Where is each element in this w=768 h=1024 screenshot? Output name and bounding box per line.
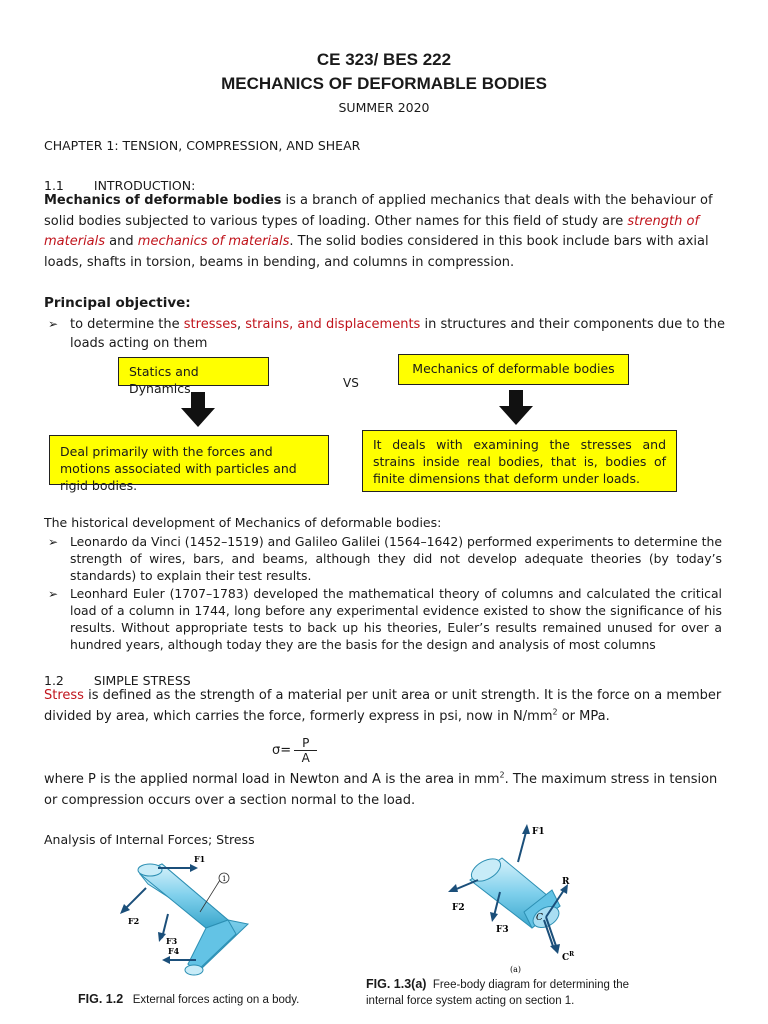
history-intro: The historical development of Mechanics of deformable bodies:: [44, 515, 442, 530]
force-label: F4: [168, 946, 180, 956]
mechanics-box: Mechanics of deformable bodies: [398, 354, 629, 385]
arrow-down-icon: [498, 390, 534, 426]
force-label: F3: [496, 925, 509, 935]
statics-box: Statics and Dynamics: [118, 357, 269, 386]
force-label: F2: [452, 903, 465, 913]
document-title: MECHANICS OF DEFORMABLE BODIES: [221, 74, 547, 93]
section-number: 1.1: [44, 178, 64, 193]
formula-numerator: P: [294, 736, 317, 751]
intro-paragraph: Mechanics of deformable bodies is a branch of applied mechanics that deals with the behaviour of solid bodies subjected to various types of loading. Other names for this field of study are strength of materials and mechanics of materials. The solid bodies considered in this book include bars with axial loads, shafts in torsion, beams in bending, and columns in compression.: [44, 193, 713, 270]
centroid-label: C: [536, 913, 543, 923]
force-label: F2: [128, 916, 140, 926]
term-red: Stress: [44, 688, 84, 703]
section-marker-label: 1: [222, 875, 227, 883]
course-code: CE 323/ BES 222: [316, 50, 452, 69]
section-title: SIMPLE STRESS: [93, 673, 191, 688]
mechanics-description: It deals with examining the stresses and strains inside real bodies, that is, bodies of finite dimensions that deform under loads.: [362, 430, 677, 492]
term-red: strength of materials: [44, 213, 700, 249]
objective-heading: Principal objective:: [44, 295, 191, 311]
stress-definition: Stress is defined as the strength of a material per unit area or unit strength. It is the force on a member divided by area, which carries the force, formerly express in psi, now in $N/mm^2$ or MPa.: [44, 688, 722, 724]
section-title: INTRODUCTION:: [93, 178, 196, 193]
fig-1-3a-caption: FIG. 1.3(a) Free-body diagram for determining the internal force system acting on section 1.: [366, 977, 630, 1007]
bullet-arrow-icon: ➢: [48, 317, 59, 331]
force-label: R: [562, 877, 570, 887]
bullet-arrow-icon: ➢: [48, 535, 59, 549]
term-red: mechanics of materials: [137, 234, 290, 249]
formula-denominator: A: [301, 751, 310, 765]
section-number: 1.2: [44, 673, 64, 688]
arrow-down-icon: [180, 392, 216, 428]
analysis-heading: Analysis of Internal Forces; Stress: [44, 832, 255, 847]
stress-formula: σ= $\frac{P}{A}$: [272, 736, 317, 765]
fig-1-2-caption: FIG. 1.2 External forces acting on a body.: [78, 992, 300, 1006]
moment-label: $C^R$: [562, 951, 575, 963]
chapter-heading: CHAPTER 1: TENSION, COMPRESSION, AND SHEAR: [44, 138, 361, 153]
vs-label: VS: [343, 376, 359, 390]
force-label: F1: [532, 827, 545, 837]
history-item: Leonardo da Vinci (1452–1519) and Galileo Galilei (1564–1642) performed experiments to determine the strength of wires, bars, and beams, although they did not develop adequate theories (by today’s standards) to explain their test results.: [70, 534, 722, 583]
where-paragraph: where P is the applied normal load in Newton and A is the area in $mm^2$. The maximum stress in tension or compression occurs over a section normal to the load.: [44, 770, 718, 808]
objective-text: to determine the stresses, strains, and displacements in structures and their components due to the loads acting on them: [70, 317, 725, 351]
fig-1-2-diagram: [110, 852, 350, 982]
bullet-arrow-icon: ➢: [48, 587, 59, 601]
history-item: Leonhard Euler (1707–1783) developed the mathematical theory of columns and calculated the critical load of a column in 1744, long before any experimental evidence existed to show the significance of his results. Without appropriate tests to back up his theories, Euler’s results remained unused for over a hundred years, although today they are the basis for the design and analysis of most columns: [70, 586, 722, 652]
force-label: F1: [194, 854, 206, 864]
term: SUMMER 2020: [338, 100, 430, 115]
sub-label: (a): [510, 965, 522, 974]
force-label: F3: [166, 936, 178, 946]
fig-1-3a-diagram: [440, 820, 640, 975]
statics-description: Deal primarily with the forces and motions associated with particles and rigid bodies.: [49, 435, 329, 485]
term-bold: Mechanics of deformable bodies: [44, 193, 282, 208]
